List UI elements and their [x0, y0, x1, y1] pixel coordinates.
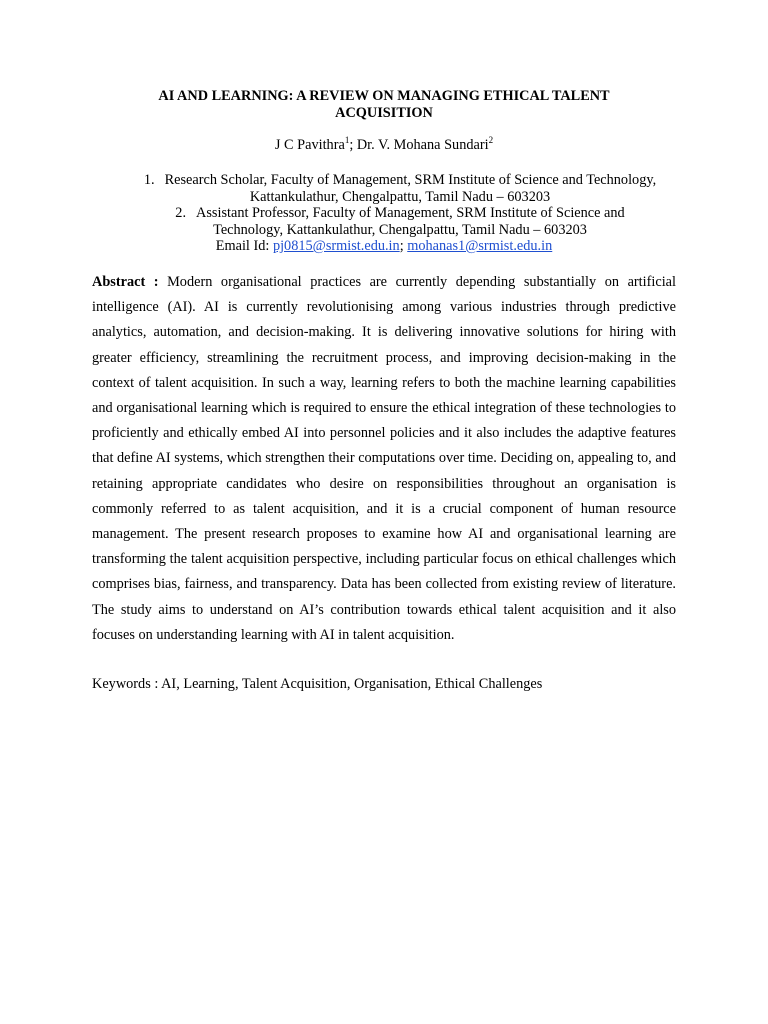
paper-title — [92, 88, 676, 121]
abstract-label: Abstract : — [92, 274, 159, 290]
email-line — [92, 238, 676, 255]
keywords-label: Keywords : — [92, 676, 162, 692]
email-separator: ; — [399, 238, 408, 254]
author-separator: ; — [349, 137, 357, 153]
author-1-name: J C Pavithra — [274, 137, 345, 153]
email-link-2[interactable]: mohanas1@srmist.edu.in — [407, 238, 553, 254]
title-line-1: AI AND LEARNING: A REVIEW ON MANAGING ETHICAL TALENT — [158, 88, 610, 104]
email-label: Email Id: — [215, 238, 273, 254]
affiliation-text: Assistant Professor, Faculty of Management, SRM Institute of Science and — [196, 205, 625, 221]
affiliation-line: Kattankulathur, Chengalpattu, Tamil Nadu – 603203 — [249, 188, 551, 205]
author-2-name: Dr. V. Mohana Sundari — [356, 137, 489, 153]
affiliation-text: Research Scholar, Faculty of Management, SRM Institute of Science and Technology, — [164, 172, 657, 188]
abstract-text: Modern organisational practices are currently depending substantially on artificial intelligence (AI). AI is currently revolutionising among various industries through predictive analytics, automation, and decision-making. It is delivering innovative solutions for hiring with greater efficiency, streamlining the recruitment process, and improving decision-making in the context of talent acquisition. In such a way, learning refers to both the machine learning capabilities and organisational learning which is required to ensure the ethical integration of these technologies to proficiently and ethically embed AI into personnel policies and it also includes the adaptive features that define AI systems, which strengthen their computations over time. Deciding on, appealing to, and retaining appropriate candidates who desire on responsibilities throughout an organisation is commonly referred to as talent acquisition, and it is a crucial component of human resource management. The present research proposes to examine how AI and organisational learning are transforming the talent acquisition perspective, including particular focus on ethical challenges which comprises bias, fairness, and transparency. Data has been collected from existing review of literature. The study aims to understand on AI’s contribution towards ethical talent acquisition and it also focuses on understanding learning with AI in talent acquisition. — [92, 274, 676, 643]
abstract-paragraph — [92, 270, 676, 648]
affiliation-item — [110, 172, 690, 205]
affiliation-number: 1. — [143, 172, 155, 188]
affiliation-item — [110, 205, 690, 238]
affiliation-line: Technology, Kattankulathur, Chengalpattu, Tamil Nadu – 603203 — [213, 221, 587, 238]
affiliation-number: 2. — [175, 205, 187, 221]
affiliation-list — [110, 172, 690, 238]
title-line-2: ACQUISITION — [335, 104, 433, 121]
author-line — [92, 137, 676, 154]
email-link-1[interactable]: pj0815@srmist.edu.in — [272, 238, 400, 254]
author-1-affil-mark: 1 — [344, 135, 350, 146]
affiliation-line — [110, 205, 690, 222]
affiliation-line — [110, 172, 690, 189]
author-2-affil-mark: 2 — [488, 135, 494, 146]
keywords-text: AI, Learning, Talent Acquisition, Organisation, Ethical Challenges — [161, 676, 543, 692]
keywords-line — [92, 672, 676, 697]
